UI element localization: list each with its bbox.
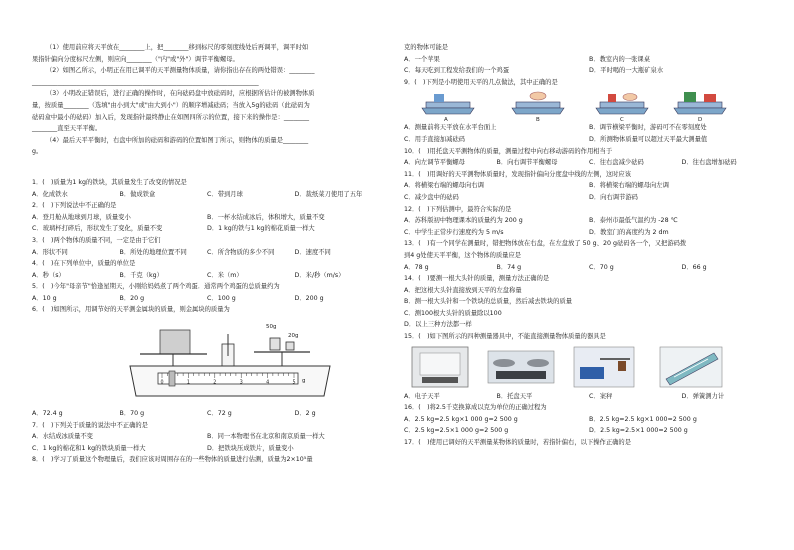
metal-block <box>160 330 190 354</box>
intro-line: 量，按质量________（选填"由小到大"或"由大到小"）的顺序增减砝码；当放入5g的砝码（此砝码为 <box>32 101 310 109</box>
question-text: 17．( )使用已调好的天平测量某物体的质量时，若指针偏右，以下操作正确的是 <box>404 439 632 447</box>
question-3 <box>32 235 382 258</box>
option-a[interactable]: A．72.4 g <box>32 410 63 418</box>
question-15 <box>404 331 774 402</box>
options <box>404 157 774 169</box>
option-a[interactable]: A．水结成冰质量不变 <box>32 433 93 441</box>
intro-line: g。 <box>32 148 43 156</box>
option-a[interactable]: A．向左调节平衡螺母 <box>404 159 465 167</box>
scale-tick-label: 3 <box>239 380 243 386</box>
options <box>32 189 382 201</box>
question-text: 12．( )下列估测中，最符合实际的是 <box>404 205 512 213</box>
option-c[interactable]: C．72 g <box>207 410 232 418</box>
option-b[interactable]: B．74 g <box>496 263 522 271</box>
option-a[interactable]: A．将横梁右端的螺母向右调 <box>404 182 484 190</box>
option-b[interactable]: B．教室内的一张课桌 <box>589 55 650 63</box>
option-b[interactable]: B．测一根大头针和一个铁块的总质量，然后减去铁块的质量 <box>404 298 573 306</box>
intro-line: 砝码盒中最小的砝码）加入后，发现指针最终静止在如图四所示的位置，接下来的操作是：________ <box>32 113 310 121</box>
option-c[interactable]: C．70 g <box>589 263 614 271</box>
options <box>404 391 774 403</box>
option-b[interactable]: B．20 g <box>119 294 145 302</box>
options <box>404 414 774 426</box>
option-a[interactable]: A．把这根大头针直接放到天平的左盘称量 <box>404 286 522 294</box>
balance-diagram <box>32 316 382 408</box>
option-c[interactable]: C．所含物质的多少不同 <box>207 248 275 256</box>
option-a[interactable]: A．一个苹果 <box>404 55 440 63</box>
option-a[interactable]: A．苏科版初中物理课本的质量约为 200 g <box>404 217 523 225</box>
option-b[interactable]: B．千克（kg） <box>119 271 163 279</box>
option-a[interactable]: A．测量前将天平放在水平台面上 <box>404 124 497 132</box>
spacer <box>32 158 382 177</box>
question-text: 4．( )在下列单位中，质量的单位是 <box>32 260 136 268</box>
question-text: 15．( )如下图所示的四种测量器具中，不能直接测量物体质量的器具是 <box>404 333 606 341</box>
option-d[interactable]: D．所测物体质量可以超过天平最大测量值 <box>589 135 708 143</box>
instruments-figure <box>404 343 774 391</box>
scale-tick-label: 4 <box>266 380 270 386</box>
option-a[interactable]: A．化成铁水 <box>32 190 68 198</box>
question-11 <box>404 169 774 204</box>
question-12 <box>404 204 774 239</box>
question-2 <box>32 200 382 235</box>
option-b[interactable]: B．做成铁盒 <box>119 190 156 198</box>
option-d[interactable]: D．1 kg的铁与1 kg的棉花质量一样大 <box>207 225 315 233</box>
options <box>32 408 382 420</box>
option-a[interactable]: A．10 g <box>32 294 57 302</box>
scale-tick-label: 5 <box>292 380 296 386</box>
question-text: 5．( )今年"母亲节"恰逢星期天，小刚给妈妈煮了两个鸡蛋．通常两个鸡蛋的总质量约为 <box>32 283 280 291</box>
option-d[interactable]: D．弹簧测力计 <box>681 392 725 400</box>
question-text: 10．( )用托盘天平测物体的质量，测量过程中向右移动游码的作用相当于 <box>404 147 613 155</box>
question-9 <box>404 77 774 146</box>
weight-50g <box>270 338 280 350</box>
intro-line: （2）如图乙所示，小明正在用已调平的天平测量物体质量，请你指出存在的两处错误：________ <box>46 67 315 75</box>
option-b[interactable]: B．所处的地理位置不同 <box>119 248 187 256</box>
weight-50g-label: 50g <box>266 324 277 331</box>
intro-line: 果指针偏向分度标尺左侧，则应向________（"内"或"外"）调节平衡螺母。 <box>32 55 239 63</box>
option-d[interactable]: D．把铁块压成铁片，质量变小 <box>207 444 294 452</box>
options <box>32 293 382 305</box>
option-b[interactable]: B．70 g <box>119 410 145 418</box>
question-text: 8．( )学习了质量这个物理量后，我们应该对周围存在的一些物体的质量进行估测，质量为2×10⁵量 <box>32 456 313 464</box>
options <box>404 262 774 274</box>
scale-tick-label: 0 <box>160 380 164 386</box>
question-8 <box>32 454 382 466</box>
question-10 <box>404 146 774 169</box>
right-column <box>404 42 774 449</box>
left-column <box>32 42 382 466</box>
question-17 <box>404 437 774 449</box>
option-d[interactable]: D．往右盘增加砝码 <box>681 159 737 167</box>
spring-scale-icon <box>660 347 722 387</box>
question-text: 13．( )有一个同学在测量时，错把物体放在右盘，在左盘放了 50 g、20 g砝码各一个，又把游码拨 <box>404 240 687 248</box>
option-b[interactable]: B．调节横梁平衡时，游码可不在零刻度处 <box>589 124 707 132</box>
question-text: 11．( )用调好的天平测物体质量时，发现指针偏向分度盘中线的左侧，这时应该 <box>404 170 632 178</box>
figure-label-c: C <box>620 117 624 123</box>
balance-figure <box>32 316 382 408</box>
experiment-intro <box>32 42 382 158</box>
question-text: 14．( )要测一根大头针的质量，测量方法正确的是 <box>404 275 550 283</box>
figure-a <box>422 94 474 122</box>
intro-line: （4）最后天平平衡时，右盘中所加的砝码和游码的位置如图丁所示，则物体的质量是________ <box>46 136 309 144</box>
question-6 <box>32 304 382 419</box>
option-a[interactable]: A．2.5 kg=2.5 kg×1 000 g=2 500 g <box>404 415 518 423</box>
figure-b <box>512 92 564 122</box>
option-d[interactable]: D．裁纸菜刀使用了五年 <box>294 190 363 198</box>
option-b[interactable]: B．泰州市最低气温约为 -28 ℃ <box>589 217 678 225</box>
question-8-continued <box>404 42 774 77</box>
option-c[interactable]: C．每天吃到工程发给我们的一个鸡蛋 <box>404 67 510 75</box>
platform-scale-icon <box>574 347 634 387</box>
options <box>404 65 774 77</box>
option-c[interactable]: C．1 kg的棉花和1 kg的铁块质量一样大 <box>32 444 146 452</box>
options <box>404 54 774 66</box>
option-a[interactable]: A．78 g <box>404 263 429 271</box>
intro-line: （3）小明改正错误后，进行正确的操作时，在向砝码盘中放砝码时，应根据所估计的被测物体质 <box>46 90 315 98</box>
instruments-diagram <box>404 343 774 391</box>
electronic-balance-icon <box>412 347 468 387</box>
options <box>32 443 382 455</box>
option-d[interactable]: D．米/秒（m/s） <box>294 271 345 279</box>
option-d[interactable]: D．速度不同 <box>294 248 331 256</box>
option-b[interactable]: B．将横梁右端的螺母向左调 <box>589 182 669 190</box>
option-d[interactable]: D．2 g <box>294 410 316 418</box>
rider <box>169 371 175 386</box>
question-text: 9．( )下列是小明使用天平的几点做法，其中正确的是 <box>404 78 558 86</box>
option-d[interactable]: D．向右调节游码 <box>589 193 638 201</box>
balance-usage-figures <box>404 88 774 122</box>
option-c[interactable]: C．中学生正常步行速度约为 5 m/s <box>404 228 504 236</box>
option-a[interactable]: A．电子天平 <box>404 392 440 400</box>
question-4 <box>32 258 382 281</box>
figure-label-a: A <box>444 117 448 123</box>
question-1 <box>32 177 382 200</box>
option-a[interactable]: A．秒（s） <box>32 271 65 279</box>
options <box>32 212 382 224</box>
scale-tick-label: 2 <box>213 380 217 386</box>
option-d[interactable]: D．以上三种方法都一样 <box>404 321 472 329</box>
question-14 <box>404 273 774 331</box>
options <box>404 180 774 192</box>
option-c[interactable]: C．案秤 <box>589 392 613 400</box>
figure-d <box>674 92 726 122</box>
question-text: 克的物体可能是 <box>404 44 449 51</box>
option-b[interactable]: B．同一本物理书在北京和南京质量一样大 <box>207 433 325 441</box>
option-b[interactable]: B．向右调节平衡螺母 <box>496 159 558 167</box>
intro-line: （1）使用前应将天平放在________上，把________移到标尺的零刻度线处后再调平，调平时如 <box>46 44 309 51</box>
option-d[interactable]: D．200 g <box>294 294 324 302</box>
pan-balance-icon <box>488 351 554 383</box>
question-5 <box>32 281 382 304</box>
option-d[interactable]: D．66 g <box>681 263 707 271</box>
rider-scale <box>158 373 298 384</box>
intro-line: ________________________________________________________________________ <box>32 78 259 86</box>
option-c[interactable]: C．玻璃杯打碎后，形状发生了变化，质量不变 <box>32 225 163 233</box>
option-c[interactable]: C．2.5 kg=2.5×1 000 g=2 500 g <box>404 427 509 435</box>
question-13 <box>404 238 774 273</box>
option-c[interactable]: C．测100根大头针的质量除以100 <box>404 309 502 317</box>
option-c[interactable]: C．减少盘中的砝码 <box>404 193 459 201</box>
scale-tick-label: 1 <box>186 380 190 386</box>
options <box>404 227 774 239</box>
weight-20g <box>286 342 294 350</box>
option-c[interactable]: C．往右盘减少砝码 <box>589 159 644 167</box>
figure-c <box>596 94 648 123</box>
option-c[interactable]: C．带到月球 <box>207 190 243 198</box>
option-a[interactable]: A．形状不同 <box>32 248 68 256</box>
option-d[interactable]: D．平时喝的一大瓶矿泉水 <box>589 67 664 75</box>
question-text: 6．( )如图所示，用调节好的天平测金属块的质量，则金属块的质量为 <box>32 306 230 314</box>
balance-usage-diagram <box>404 88 774 122</box>
options <box>404 425 774 437</box>
question-text: 3．( )两个物体的质量不同，一定是由于它们 <box>32 236 161 244</box>
options <box>32 431 382 443</box>
question-text: 2．( )下列说法中不正确的是 <box>32 202 117 210</box>
option-a[interactable]: A．登月舱从地球到月球，质量变小 <box>32 213 131 221</box>
option-d[interactable]: D．教室门的高度约为 2 dm <box>589 228 669 236</box>
scale-unit: g <box>302 378 306 385</box>
weight-20g-label: 20g <box>288 333 299 340</box>
options <box>32 270 382 282</box>
intro-line: ________直至天平平衡。 <box>32 125 102 133</box>
option-b[interactable]: B．2.5 kg=2.5 kg×1 000=2 500 g <box>589 415 697 423</box>
option-d[interactable]: D．2.5 kg=2.5×1 000=2 500 g <box>589 427 688 435</box>
options <box>32 247 382 259</box>
options <box>404 122 774 134</box>
option-c[interactable]: C．100 g <box>207 294 236 302</box>
figure-label-b: B <box>536 117 540 123</box>
options <box>32 223 382 235</box>
option-b[interactable]: B．托盘天平 <box>496 392 533 400</box>
question-16 <box>404 402 774 437</box>
option-c[interactable]: C．用手直接加减砝码 <box>404 135 466 143</box>
question-text: 16．( )将2.5千克换算成以克为单位的正确过程为 <box>404 404 547 412</box>
figure-label-d: D <box>698 117 703 123</box>
options <box>404 192 774 204</box>
options <box>404 134 774 146</box>
question-text: 1．( )质量为1 kg的铁块，其质量发生了改变的情况是 <box>32 178 187 186</box>
option-c[interactable]: C．米（m） <box>207 271 243 279</box>
options <box>404 215 774 227</box>
question-text: 到4 g处使天平平衡，这个物体的质量应是 <box>404 251 522 259</box>
option-b[interactable]: B．一杯水结成冰后，体积增大，质量不变 <box>207 213 325 221</box>
question-text: 7．( )下列关于质量的说法中不正确的是 <box>32 421 148 429</box>
question-7 <box>32 420 382 455</box>
